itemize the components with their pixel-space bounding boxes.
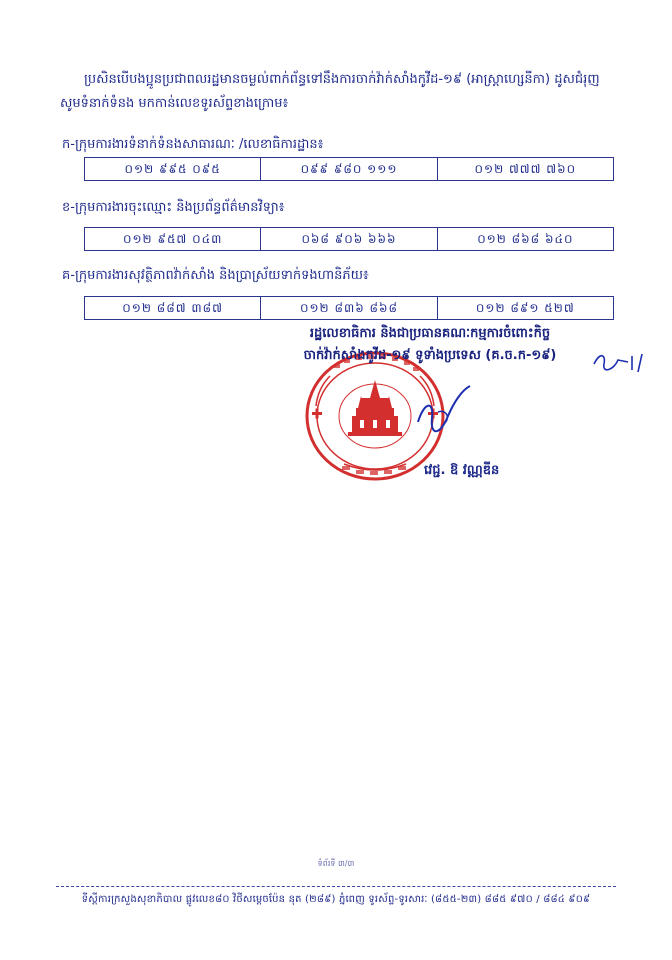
phone-number: ០៩៩ ៩៨០ ១១១ bbox=[261, 158, 437, 180]
phone-number: ០១២ ៩៥៧ ០៤៣ bbox=[85, 228, 261, 250]
signatory-name: វេជ្ជ. ឱ វណ្ណឌីន bbox=[424, 463, 500, 478]
intro-paragraph: ប្រសិនបើបងប្អូនប្រជាពលរដ្ឋមានចម្ងល់ពាក់ព័ន្ធទៅនឹងការចាក់វ៉ាក់សាំងកូវីដ-១៩ (អាស្ត្រាហ្សេនីកា) ដូសជំរុញ សូមទំនាក់ទំនង មកកាន់លេខទូរស័ព្ទខាងក្រោម៖ bbox=[60, 72, 600, 111]
signatory-title-line-2: ចាក់វ៉ាក់សាំងកូវីដ-១៩ ទូទាំងប្រទេស (គ.ច.ក-១៩) bbox=[303, 348, 557, 363]
phone-number: ០១២ ៨៦៨ ៦៤០ bbox=[477, 232, 574, 246]
footer-divider bbox=[56, 886, 616, 887]
phone-number: ០១២ ៨៨៧ ៣៨៧ bbox=[85, 297, 261, 319]
phone-number: ០១២ ៨៩១ ៥២៧ bbox=[475, 301, 575, 315]
group-c-heading: គ-ក្រុមការងារសុវត្ថិភាពវ៉ាក់សាំង និងប្រាស្រ័យទាក់ទងហានិភ័យ៖ bbox=[62, 268, 369, 283]
phone-number: ០១២ ៩៩៥ ០៩៥ bbox=[85, 158, 261, 180]
page-number: ទំព័រទី ៣/៣ bbox=[317, 859, 355, 868]
signatory-title-line-1: រដ្ឋលេខាធិការ និងជាប្រធានគណៈកម្មការចំពោះកិច្ច bbox=[309, 326, 551, 341]
group-a-phone-table bbox=[84, 157, 614, 181]
group-b-heading: ខ-ក្រុមការងារចុះឈ្មោះ និងប្រព័ន្ធព័ត៌មានវិទ្យា៖ bbox=[62, 200, 285, 215]
phone-number: ០៦៨ ៩០៦ ៦៦៦ bbox=[261, 228, 437, 250]
group-c-phone-table bbox=[84, 296, 614, 320]
footer-address: ទីស្តីការក្រសួងសុខាភិបាល ផ្លូវលេខ៨០ វិថីសម្តេចប៉ែន នុត (២៨៩) ភ្នំពេញ ទូរស័ព្ទ-ទូរសារៈ (៨៥៥-២៣) ៨៨៥ ៩៧០ / ៨៨៤ ៩០៩ bbox=[81, 894, 591, 905]
group-a-heading: ក-ក្រុមការងារទំនាក់ទំនងសាធារណៈ /លេខាធិការដ្ឋាន៖ bbox=[62, 137, 324, 152]
phone-number: ០១២ ៨៣៦ ៨៦៨ bbox=[261, 297, 437, 319]
phone-number: ០១២ ៧៧៧ ៧៦០ bbox=[474, 162, 577, 176]
handwritten-initials bbox=[592, 350, 652, 374]
handwritten-signature bbox=[410, 382, 490, 442]
group-b-phone-table bbox=[84, 227, 614, 251]
